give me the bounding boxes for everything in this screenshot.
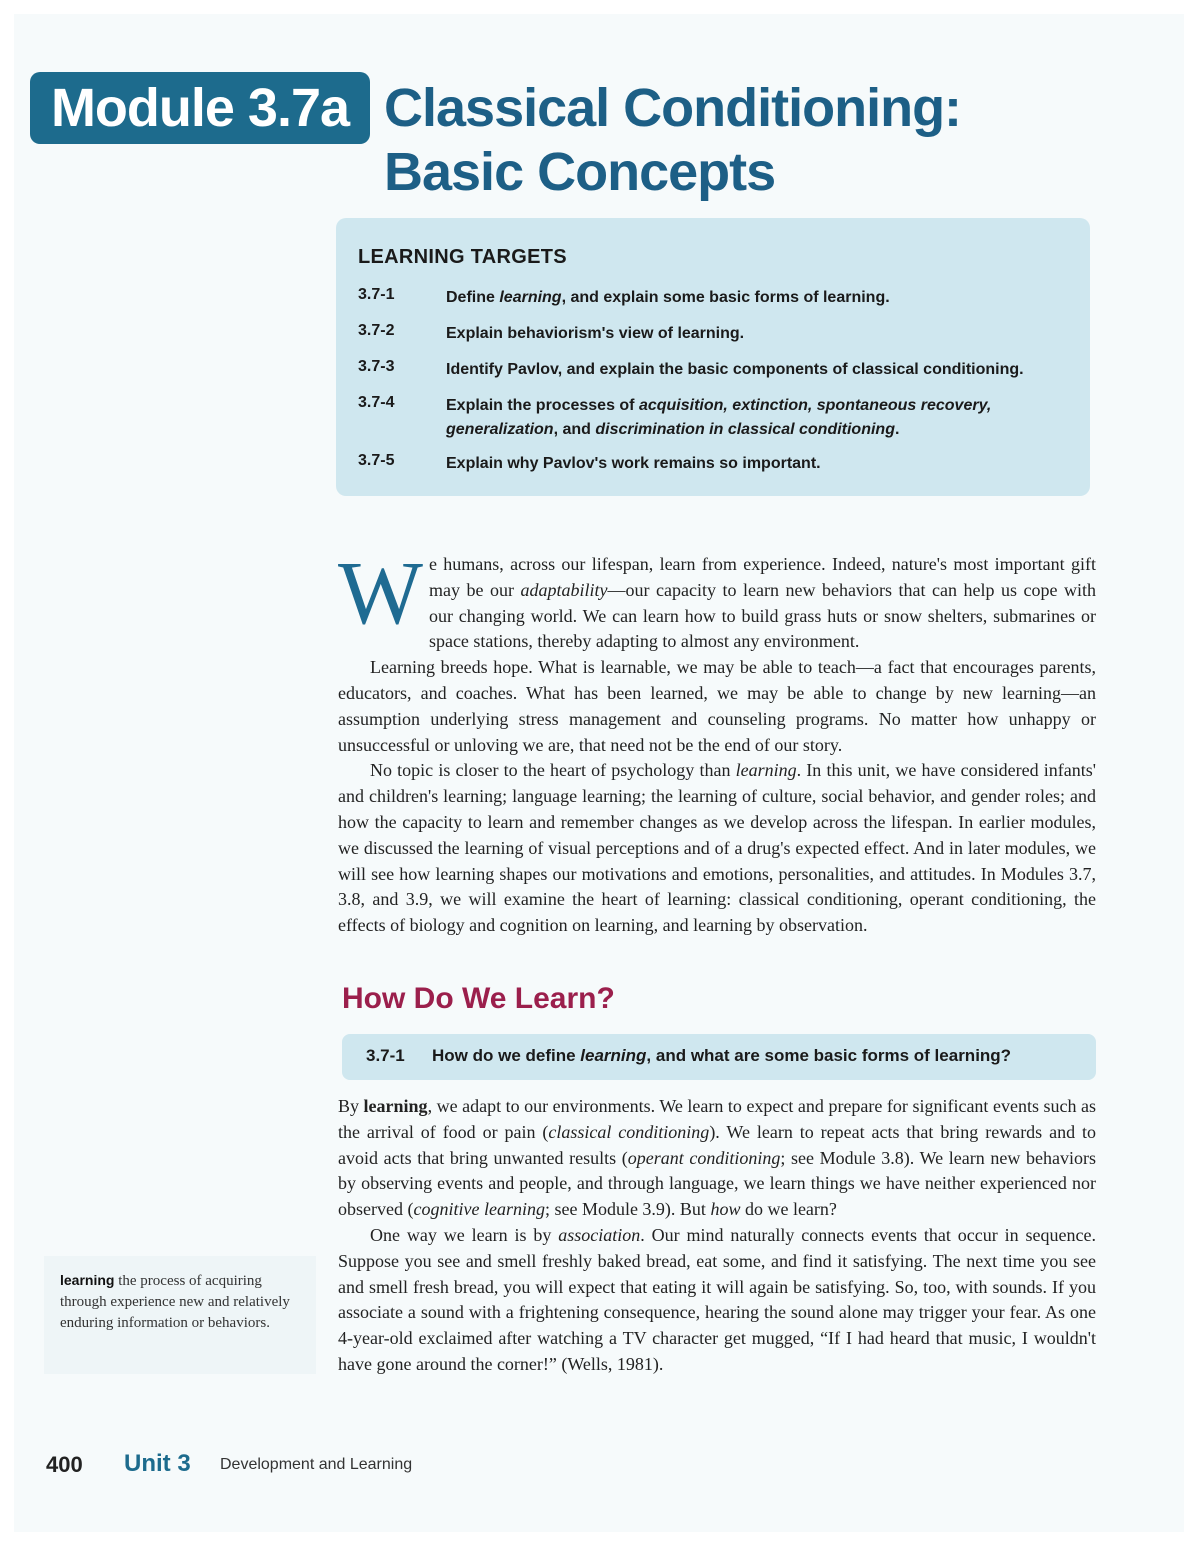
intro-paragraph-2: Learning breeds hope. What is learnable, we may be able to teach—a fact that encourages parents, educators, and coaches. What has been learned, we may be able to change by new learning—an assumption underlying stress management and counseling programs. No matter how unhappy or unsuccessful or unloving we are, that need not be the end of our story. bbox=[338, 657, 1096, 755]
learning-target-text: Identify Pavlov, and explain the basic components of classical conditioning. bbox=[446, 361, 1024, 378]
unit-label: Unit 3 bbox=[124, 1450, 191, 1477]
margin-definition bbox=[44, 1256, 316, 1374]
body-paragraph-2: One way we learn is by association. Our mind naturally connects events that occur in sequence. Suppose you see and smell freshly baked bread, eat some, and find it satisfying. The next time you see and smell fresh bread, you will expect that eating it will again be satisfying. So, too, with sounds. If you associate a sound with a frightening consequence, hearing the sound alone may trigger your fear. As one 4-year-old exclaimed after watching a TV character get mugged, “If I had heard that music, I wouldn't have gone around the corner!” (Wells, 1981). bbox=[338, 1224, 1096, 1374]
intro-paragraph-1: We humans, across our lifespan, learn from experience. Indeed, nature's most important gift may be our adaptability—our capacity to learn new behaviors that can help us cope with our changing world. We can learn how to build grass huts or snow shelters, submarines or space stations, thereby adapting to almost any environment. bbox=[338, 544, 1096, 652]
intro-paragraph-3: No topic is closer to the heart of psychology than learning. In this unit, we have considered infants' and children's learning; language learning; the learning of culture, social behavior, and gender roles; and how the capacity to learn and remember changes as we develop across the lifespan. In earlier modules, we discussed the learning of visual perceptions and of a drug's expected effect. And in later modules, we will see how learning shapes our motivations and emotions, personalities, and attitudes. In Modules 3.7, 3.8, and 3.9, we will examine the heart of learning: classical conditioning, operant conditioning, the effects of biology and cognition on learning, and learning by observation. bbox=[338, 760, 1097, 936]
question-number: 3.7-1 bbox=[366, 1046, 405, 1065]
learning-target-text: Explain the processes of acquisition, extinction, spontaneous recovery, generalization, and discrimination in classical conditioning. bbox=[446, 397, 992, 438]
intro-text bbox=[338, 544, 1097, 939]
section-heading: How Do We Learn? bbox=[342, 982, 615, 1015]
body-text bbox=[338, 1094, 1096, 1378]
module-badge: Module 3.7a bbox=[30, 72, 370, 144]
module-title-line1: Classical Conditioning: bbox=[384, 78, 962, 138]
unit-name: Development and Learning bbox=[220, 1456, 413, 1473]
learning-targets-heading: LEARNING TARGETS bbox=[358, 246, 567, 268]
body-paragraph-1: By learning, we adapt to our environments. We learn to expect and prepare for significant events such as the arrival of food or pain (classical conditioning). We learn to repeat acts that bring rewards and to avoid acts that bring unwanted results (operant conditioning; see Module 3.8). We learn new behaviors by observing events and people, and through language, we learn things we have neither experienced nor observed (cognitive learning; see Module 3.9). But how do we learn? bbox=[338, 1096, 1097, 1220]
learning-question-bar bbox=[342, 1034, 1096, 1080]
module-title-line2: Basic Concepts bbox=[384, 142, 776, 202]
learning-target-number: 3.7-1 bbox=[358, 286, 395, 303]
drop-cap: W bbox=[338, 544, 423, 643]
definition-text: the process of acquiring through experience new and relatively enduring information or behaviors. bbox=[60, 1273, 290, 1331]
learning-target-number: 3.7-2 bbox=[358, 322, 395, 339]
question-text: How do we define learning, and what are some basic forms of learning? bbox=[432, 1046, 1012, 1065]
module-title bbox=[384, 76, 961, 204]
learning-target-number: 3.7-5 bbox=[358, 452, 395, 469]
learning-target-number: 3.7-3 bbox=[358, 358, 395, 375]
learning-targets-box bbox=[336, 218, 1090, 496]
learning-target-text: Explain why Pavlov's work remains so important. bbox=[446, 455, 821, 472]
definition-term: learning bbox=[60, 1272, 115, 1288]
page-number: 400 bbox=[46, 1452, 83, 1477]
learning-target-text: Define learning, and explain some basic forms of learning. bbox=[446, 289, 890, 306]
learning-target-text: Explain behaviorism's view of learning. bbox=[446, 325, 745, 342]
learning-target-number: 3.7-4 bbox=[358, 394, 395, 411]
